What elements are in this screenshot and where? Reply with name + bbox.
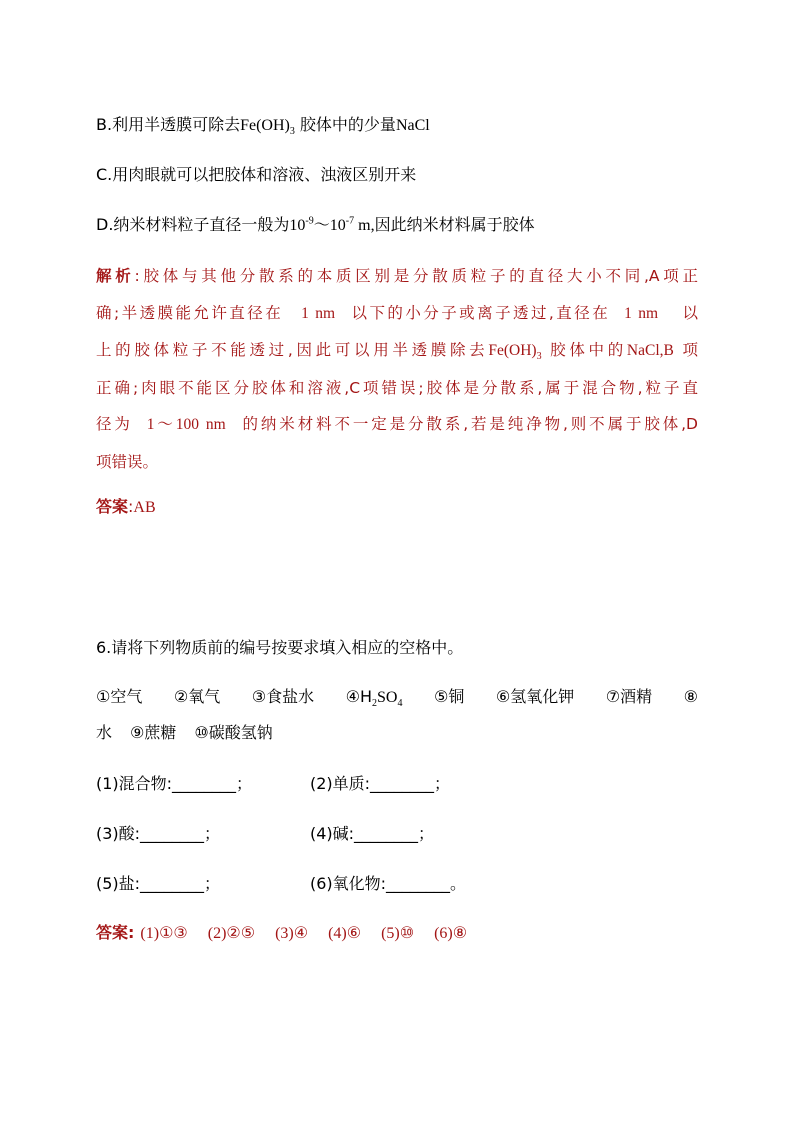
blank-row-3: (5)盐:________； (6)氧化物:________。: [96, 874, 467, 893]
analysis-line-3: 上的胶体粒子不能透过,因此可以用半透膜除去$Fe(OH)_3$ 胶体中的NaCl,B 项: [96, 341, 698, 363]
item-h2so4: $④H_2SO_4$: [345, 687, 403, 710]
analysis-line-6: 项错误。: [96, 452, 159, 471]
analysis-line-5: 径为 1～100 nm 的纳米材料不一定是分散系,若是纯净物,则不属于胶体,D: [96, 415, 698, 433]
question-6-items-line-1: ①空气 ②氧气 ③食盐水 $④H_2SO_4$ ⑤铜 ⑥氢氧化钾 ⑦酒精 ⑧: [96, 687, 698, 710]
blank-row-1: (1)混合物:________； (2)单质:________；: [96, 774, 451, 793]
option-c: C.用肉眼就可以把胶体和溶液、浊液区别开来: [96, 165, 417, 184]
answer-2: 答案: (1)①③ (2)②⑤ (3)④ (4)⑥ (5)⑩ (6)⑧: [96, 923, 468, 942]
analysis-line-2: 确;半透膜能允许直径在 1 nm 以下的小分子或离子透过,直径在 1 nm 以: [96, 303, 698, 322]
analysis-label: 解析: [96, 267, 135, 285]
question-6-title: 6.请将下列物质前的编号按要求填入相应的空格中。: [96, 638, 464, 657]
option-d: D.纳米材料粒子直径一般为$10^{-9}\sim 10^{-7}$ m,因此纳米材料属于胶体: [96, 215, 535, 234]
analysis-line-4: 正确;肉眼不能区分胶体和溶液,C项错误;胶体是分散系,属于混合物,粒子直: [96, 378, 698, 397]
blank-row-2: (3)酸:________； (4)碱:________；: [96, 824, 435, 843]
analysis-line-1: 解析:胶体与其他分散系的本质区别是分散质粒子的直径大小不同,A项正: [96, 267, 698, 285]
analysis-block: [96, 258, 698, 480]
answer-1: 答案:AB: [96, 497, 156, 516]
option-b: B.利用半透膜可除去$Fe(OH)_3$ 胶体中的少量NaCl: [96, 115, 430, 138]
question-6-items-line-2: 水 ⑨蔗糖 ⑩碳酸氢钠: [96, 723, 273, 742]
